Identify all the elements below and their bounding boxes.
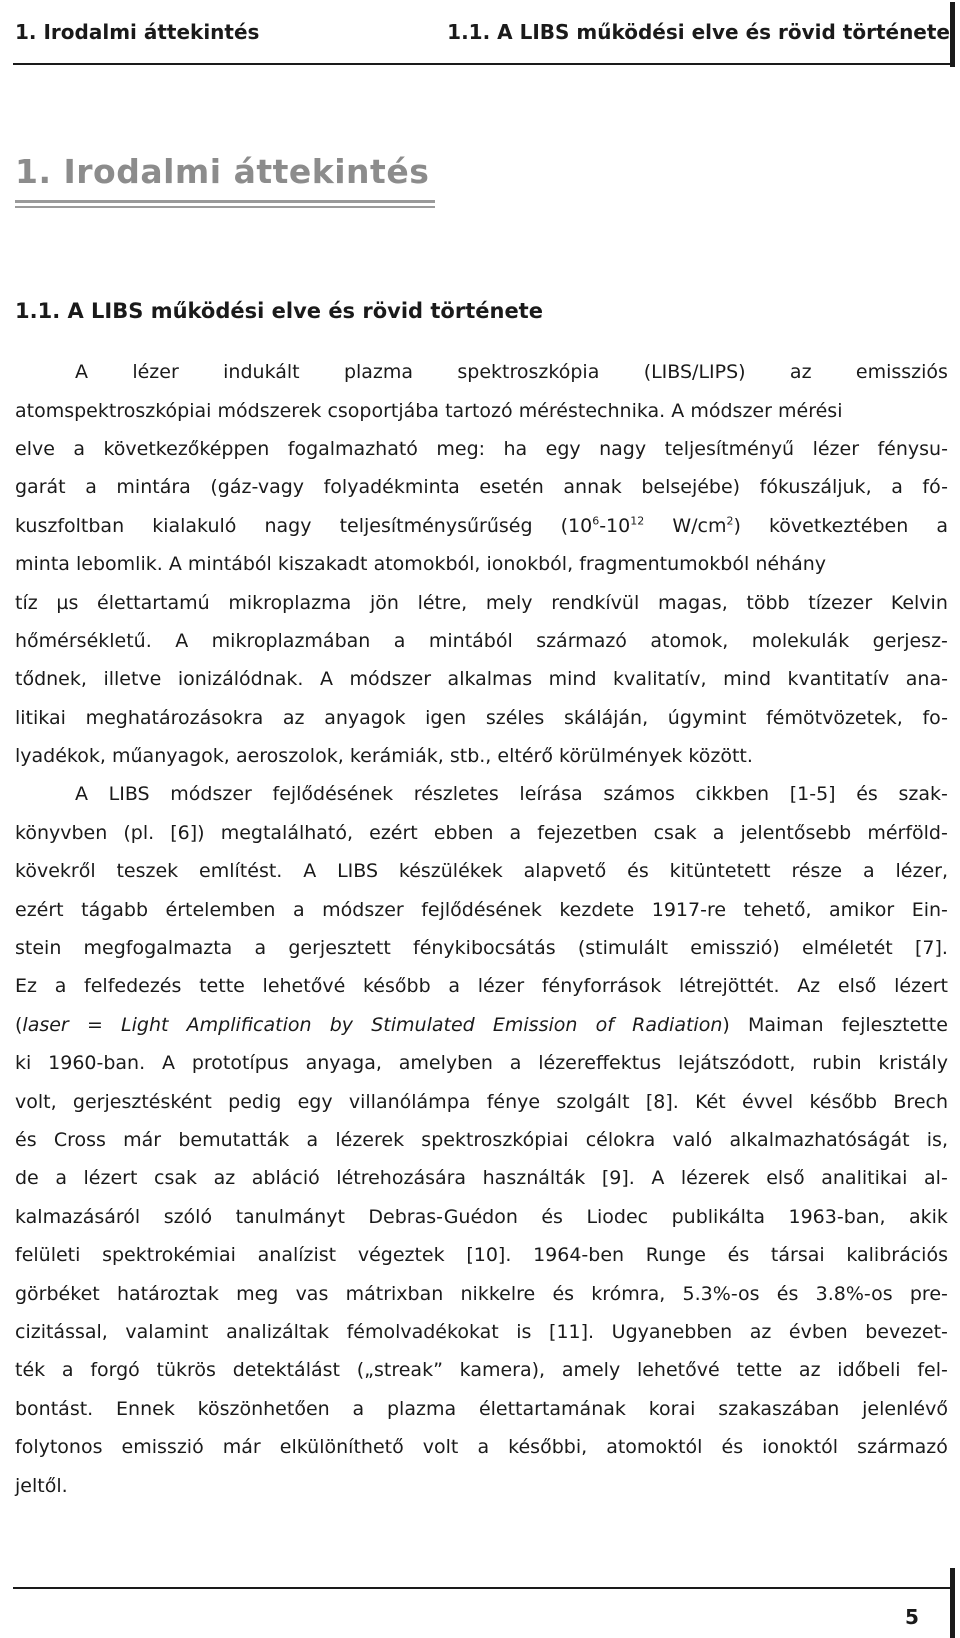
text-line: hőmérsékletű. A mikroplazmában a mintából származó atomok, molekulák gerjesz- [15,629,948,652]
text-line: ték a forgó tükrös detektálást („streak” kamera), amely lehetővé tette az időbeli fel- [15,1359,948,1382]
text-line: jeltől. [15,1474,68,1497]
chapter-title-underline [15,200,435,208]
text-line: kuszfoltban kialakuló nagy teljesítménysűrűség ($10^6-10^{12}$ $W/cm^2$) következtében a [15,514,948,537]
running-header-section: 1.1. A LIBS működési elve és rövid története [447,20,950,44]
text-line: lyadékok, műanyagok, aeroszolok, kerámiák, stb., eltérő körülmények között. [15,745,753,768]
text-line: kalmazásáról szóló tanulmányt Debras-Guédon és Liodec publikálta 1963-ban, akik [15,1205,948,1228]
text-line: és Cross már bemutatták a lézerek spektroszkópiai célokra való alkalmazhatóságát is, [15,1129,948,1151]
text-line: bontást. Ennek köszönhetően a plazma élettartamának korai szakaszában jelenlévő [15,1397,948,1420]
text-line: stein megfogalmazta a gerjesztett fénykibocsátás (stimulált emisszió) elméletét [7]. [15,937,948,960]
text-line: kövekről teszek említést. A LIBS készülékek alapvető és kitüntetett része a lézer, [15,860,948,883]
text-line: de a lézert csak az abláció létrehozására használták [9]. A lézerek első analitikai al- [15,1167,948,1190]
footer-horizontal-rule [13,1587,955,1589]
text-line: folytonos emisszió már elkülöníthető volt a későbbi, atomoktól és ionoktól származó [15,1436,948,1459]
text-line: elve a következőképpen fogalmazható meg: ha egy nagy teljesítményű lézer fénysu- [15,437,948,460]
text-line: A LIBS módszer fejlődésének részletes leírása számos cikkben [1-5] és szak- [75,783,948,806]
text-line: Ez a felfedezés tette lehetővé később a lézer fényforrások létrejöttét. Az első lézert [15,975,948,998]
text-line: minta lebomlik. A mintából kiszakadt atomokból, ionokból, fragmentumokból néhány [15,553,827,576]
text-line: tődnek, illetve ionizálódnak. A módszer alkalmas mind kvalitatív, mind kvantitatív ana- [15,668,948,691]
text-line: tíz µs élettartamú mikroplazma jön létre, mely rendkívül magas, több tízezer Kelvin [15,591,948,614]
running-header [15,18,950,46]
header-vertical-rule [950,2,955,67]
text-line: felületi spektrokémiai analízist végeztek [10]. 1964-ben Runge és társai kalibrációs [15,1244,948,1267]
footer-vertical-rule [950,1568,955,1638]
body-text [15,353,948,1505]
text-line: A lézer indukált plazma spektroszkópia (LIBS/LIPS) az emissziós [75,361,948,384]
chapter-title: 1. Irodalmi áttekintés [15,152,430,191]
text-line: cizitással, valamint analizáltak fémolvadékokat is [11]. Ugyanebben az évben bevezet- [15,1320,948,1343]
text-line: (laser = Light Amplification by Stimulated Emission of Radiation) Maiman fejlesztette [15,1013,948,1036]
text-line: görbéket határoztak meg vas mátrixban nikkelre és krómra, 5.3%-os és 3.8%-os pre- [15,1282,948,1305]
page-number: 5 [905,1605,919,1629]
running-header-chapter: 1. Irodalmi áttekintés [15,20,260,44]
text-line: litikai meghatározásokra az anyagok igen széles skáláján, úgymint fémötvözetek, fo- [15,706,948,729]
text-line: könyvben (pl. [6]) megtalálható, ezért ebben a fejezetben csak a jelentősebb mérföld- [15,821,948,844]
text-line: volt, gerjesztésként pedig egy villanólámpa fénye szolgált [8]. Két évvel később Brech [15,1090,948,1113]
text-line: ezért tágabb értelemben a módszer fejlődésének kezdete 1917-re tehető, amikor Ein- [15,898,948,921]
text-line: garát a mintára (gáz-vagy folyadékminta esetén annak belsejébe) fókuszáljuk, a fó- [15,476,948,499]
text-line: atomspektroszkópiai módszerek csoportjába tartozó méréstechnika. A módszer mérési [15,399,843,422]
text-line: ki 1960-ban. A prototípus anyaga, amelyben a lézereffektus lejátszódott, rubin kristály [15,1052,948,1075]
section-title: 1.1. A LIBS működési elve és rövid története [15,299,543,323]
header-horizontal-rule [13,63,955,65]
